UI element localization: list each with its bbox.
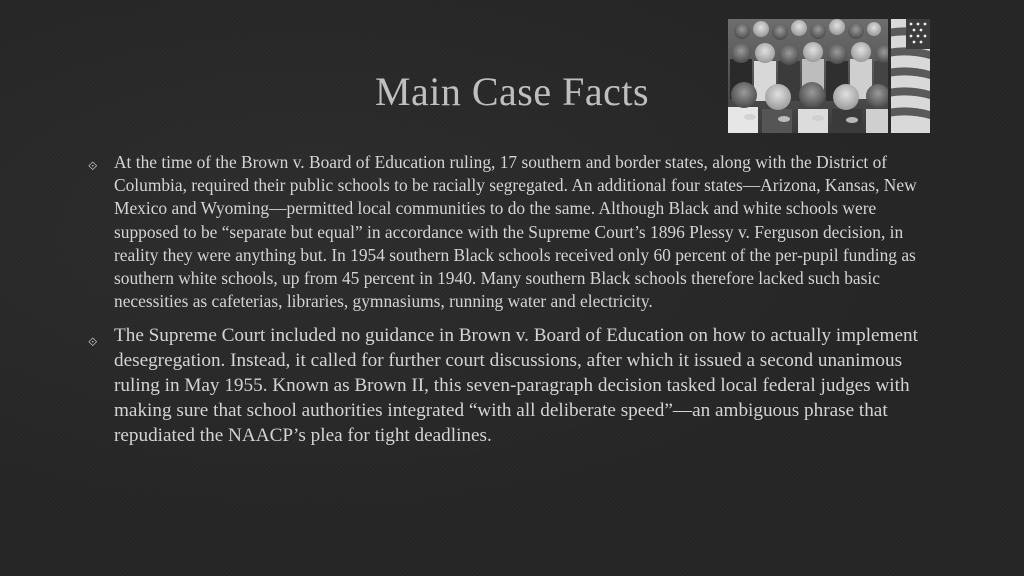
slide-title: Main Case Facts	[374, 69, 650, 114]
diamond-bullet-icon: ⟐	[88, 335, 98, 350]
bullet-text: The Supreme Court included no guidance in Brown v. Board of Education on how to actually implement desegregation. Instead, it called for further court discussions, after which it issued a second unanimous ruling in May 1955. Known as Brown II, this seven-paragraph decision tasked local federal judges with making sure that school authorities integrated “with all deliberate speed”—an ambiguous phrase that repudiated the NAACP’s plea for tight deadlines.	[114, 325, 918, 446]
photo-illustration	[728, 19, 930, 133]
bullet-list	[88, 151, 944, 448]
bullet-item	[88, 151, 944, 313]
bullet-item	[88, 324, 944, 448]
flag	[888, 19, 930, 133]
schoolchildren-flag-photo	[728, 19, 930, 133]
bullet-text: At the time of the Brown v. Board of Education ruling, 17 southern and border states, along with the District of Columbia, required their public schools to be racially segregated. An additional four states—Arizona, Kansas, New Mexico and Wyoming—permitted local communities to do the same. Although Black and white schools were supposed to be “separate but equal” in accordance with the Supreme Court’s 1896 Plessy v. Ferguson decision, in reality they were anything but. In 1954 southern Black schools received only 60 percent of the per-pupil funding as southern white schools, up from 45 percent in 1940. Many southern Black schools therefore lacked such basic necessities as cafeterias, libraries, gymnasiums, running water and electricity.	[114, 152, 917, 312]
diamond-bullet-icon: ⟐	[88, 159, 98, 173]
